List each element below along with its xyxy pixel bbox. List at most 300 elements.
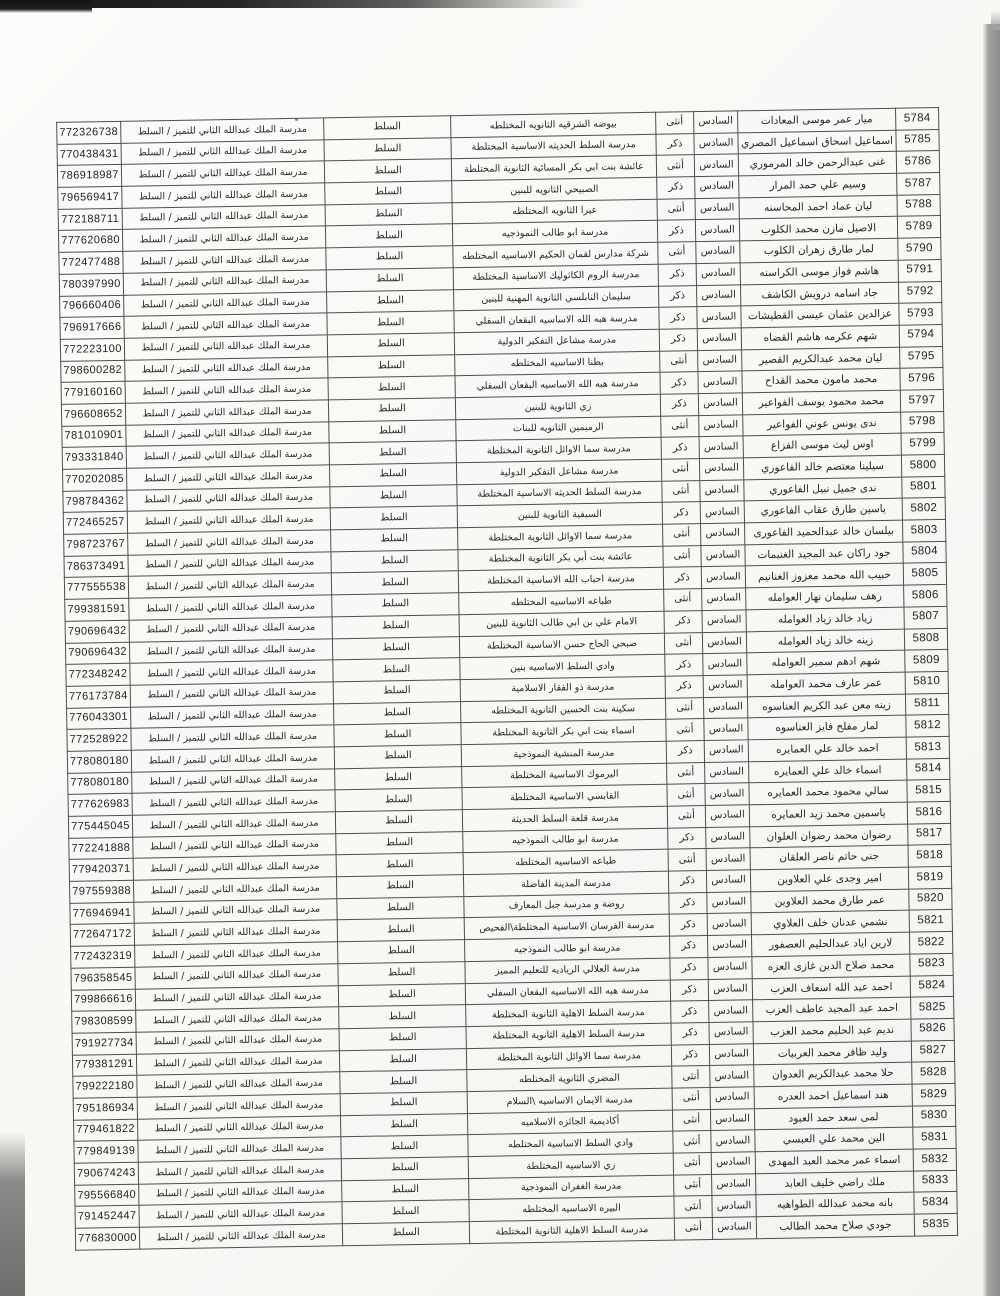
serial-cell: 5831: [913, 1127, 956, 1149]
gender-cell: أنثى: [660, 350, 698, 372]
grade-cell: السادس: [702, 588, 746, 610]
serial-cell: 5797: [900, 389, 943, 411]
student-name-cell: اوس ليث موسى الفزاع: [743, 433, 901, 457]
serial-cell: 5812: [906, 715, 949, 737]
district-cell: السلط: [340, 1092, 467, 1116]
district-cell: السلط: [324, 159, 451, 183]
current-school-cell: القابسي الاساسية المختلطة: [462, 784, 667, 809]
current-school-cell: مدرسة ابو طالب النموذجيه: [465, 936, 670, 961]
gender-cell: ذكر: [657, 220, 695, 242]
gender-cell: ذكر: [668, 827, 706, 849]
grade-cell: السادس: [702, 631, 746, 653]
student-name-cell: غنى عبدالرحمن خالد المرموري: [738, 152, 896, 176]
serial-cell: 5822: [909, 931, 952, 953]
phone-cell: 791452447: [75, 1206, 139, 1229]
gender-cell: أنثى: [665, 697, 703, 719]
current-school-cell: سليمان النابلسي الثانوية المهنية للبنين: [454, 286, 659, 311]
district-cell: السلط: [331, 571, 458, 595]
current-school-cell: مدرسة ابو طالب النموذجيه: [452, 221, 657, 246]
district-cell: السلط: [331, 528, 458, 552]
grade-cell: السادس: [703, 653, 747, 675]
gender-cell: ذكر: [659, 328, 697, 350]
district-cell: السلط: [331, 549, 458, 573]
grade-cell: السادس: [712, 1217, 756, 1239]
district-cell: السلط: [336, 831, 463, 855]
serial-cell: 5804: [903, 541, 946, 563]
serial-cell: 5815: [907, 780, 950, 802]
current-school-cell: اليرموك الاساسية المختلطة: [462, 763, 667, 788]
student-name-cell: جودي صلاح محمد الطالب: [756, 1214, 914, 1238]
student-name-cell: زينه خالد زياد العوامله: [746, 629, 904, 653]
grade-cell: السادس: [711, 1152, 755, 1174]
transfer-school-cell: مدرسة الملك عبدالله الثاني للتميز / السلط: [128, 530, 331, 555]
phone-cell: 790674243: [74, 1162, 138, 1185]
district-cell: السلط: [342, 1200, 469, 1224]
grade-cell: السادس: [710, 1087, 754, 1109]
gender-cell: أنثى: [668, 849, 706, 871]
student-name-cell: الين محمد علي العبسي: [755, 1127, 913, 1151]
serial-cell: 5814: [907, 758, 950, 780]
district-cell: السلط: [324, 137, 451, 161]
phone-cell: 796608652: [61, 403, 125, 426]
student-name-cell: لمار مفلح فايز العناسوه: [748, 715, 906, 739]
grade-cell: السادس: [704, 718, 748, 740]
district-cell: السلط: [340, 1070, 467, 1094]
serial-cell: 5830: [912, 1105, 955, 1127]
serial-cell: 5799: [901, 433, 944, 455]
district-cell: السلط: [330, 484, 457, 508]
student-name-cell: رهف سليمان نهار العوامله: [746, 585, 904, 609]
phone-cell: 777555538: [64, 577, 128, 600]
district-cell: السلط: [334, 745, 461, 769]
phone-cell: 795566840: [75, 1184, 139, 1207]
district-cell: السلط: [325, 181, 452, 205]
serial-cell: 5828: [912, 1062, 955, 1084]
current-school-cell: مدرسة سما الاوائل الثانوية المختلطة: [456, 438, 661, 463]
district-cell: السلط: [334, 701, 461, 725]
student-name-cell: رضوان محمد رضوان العلوان: [750, 824, 908, 848]
serial-cell: 5834: [914, 1192, 957, 1214]
student-name-cell: احمد خالد علي العمايره: [748, 737, 906, 761]
student-name-cell: محمد محمود يوسف الفواعير: [742, 390, 900, 414]
student-name-cell: ليان عماد احمد المحاسنه: [739, 195, 897, 219]
serial-cell: 5803: [902, 519, 945, 541]
current-school-cell: بطنا الاساسيه المختلطه: [455, 351, 660, 376]
serial-cell: 5818: [908, 845, 951, 867]
student-name-cell: بيلسان خالد عبدالحميد الفاعورى: [745, 520, 903, 544]
district-cell: السلط: [333, 680, 460, 704]
district-cell: السلط: [338, 940, 465, 964]
transfer-school-cell: مدرسة الملك عبدالله الثاني للتميز / السلط: [129, 595, 332, 620]
student-name-cell: احمد عبد المجيد عاطف العزب: [753, 997, 911, 1021]
serial-cell: 5807: [904, 606, 947, 628]
district-cell: السلط: [341, 1157, 468, 1181]
phone-cell: 796660406: [60, 295, 124, 318]
grade-cell: السادس: [698, 349, 742, 371]
gender-cell: ذكر: [668, 871, 706, 893]
current-school-cell: زي الاساسيه المختلطة: [468, 1153, 673, 1178]
district-cell: السلط: [327, 333, 454, 357]
district-cell: السلط: [338, 961, 465, 985]
gender-cell: ذكر: [669, 892, 707, 914]
phone-cell: 781010901: [62, 425, 126, 448]
current-school-cell: مدرسة هبه الله الاساسيه البقعان السفلي: [455, 372, 660, 397]
gender-cell: ذكر: [670, 979, 708, 1001]
gender-cell: أنثى: [674, 1196, 712, 1218]
student-name-cell: بانه محمد عبدالله الطواهيه: [756, 1192, 914, 1216]
grade-cell: السادس: [700, 480, 744, 502]
current-school-cell: الرميمين الثانويه للبنات: [456, 416, 661, 441]
phone-cell: 772528922: [67, 729, 131, 752]
gender-cell: ذكر: [666, 740, 704, 762]
grade-cell: السادس: [699, 414, 743, 436]
student-roster-table: [56, 107, 957, 1251]
transfer-school-cell: مدرسة الملك عبدالله الثاني للتميز / السلط: [125, 356, 328, 381]
student-name-cell: ياسمين محمد زيد العمايره: [749, 802, 907, 826]
phone-cell: 772465257: [63, 512, 127, 535]
student-name-cell: حلا محمد عبدالكريم العدوان: [754, 1062, 912, 1086]
gender-cell: ذكر: [660, 394, 698, 416]
serial-cell: 5791: [898, 259, 941, 281]
current-school-cell: زي الثانوية للبنين: [455, 394, 660, 419]
phone-cell: 791927734: [72, 1032, 136, 1055]
student-name-cell: وسيم علي حمد المرار: [739, 173, 897, 197]
grade-cell: السادس: [699, 436, 743, 458]
transfer-school-cell: مدرسة الملك عبدالله الثاني للتميز / السلط: [125, 378, 328, 403]
transfer-school-cell: مدرسة الملك عبدالله الثاني للتميز / السلط: [135, 964, 338, 989]
current-school-cell: مدرسة هبه الله الاساسيه البقعان السفلي: [454, 307, 659, 332]
gender-cell: أنثى: [661, 459, 699, 481]
transfer-school-cell: مدرسة الملك عبدالله الثاني للتميز / السلط: [125, 400, 328, 425]
serial-cell: 5805: [903, 563, 946, 585]
gender-cell: أنثى: [657, 198, 695, 220]
transfer-school-cell: مدرسة الملك عبدالله الثاني للتميز / السلط: [139, 1202, 342, 1227]
district-cell: السلط: [327, 289, 454, 313]
serial-cell: 5793: [899, 303, 942, 325]
gender-cell: أنثى: [662, 480, 700, 502]
grade-cell: السادس: [710, 1108, 754, 1130]
transfer-school-cell: مدرسة الملك عبدالله الثاني للتميز / السلط: [135, 942, 338, 967]
serial-cell: 5835: [914, 1213, 957, 1235]
serial-cell: 5819: [908, 866, 951, 888]
district-cell: السلط: [332, 593, 459, 617]
transfer-school-cell: مدرسة الملك عبدالله الثاني للتميز / السلط: [121, 118, 324, 143]
current-school-cell: وادي السلط الاساسية المختلطه: [468, 1131, 673, 1156]
student-name-cell: ندى يونس عوني الفواعير: [743, 412, 901, 436]
student-name-cell: وليد ظافر محمد العربيات: [753, 1041, 911, 1065]
transfer-school-cell: مدرسة الملك عبدالله الثاني للتميز / السلط: [139, 1224, 342, 1249]
phone-cell: 776173784: [66, 685, 130, 708]
current-school-cell: مدرسة الايمان الاساسيه \السلام: [467, 1088, 672, 1113]
gender-cell: أنثى: [661, 415, 699, 437]
gender-cell: ذكر: [657, 177, 695, 199]
student-name-cell: لارين اياد عبدالحليم العصفور: [751, 932, 909, 956]
phone-cell: 799222180: [73, 1075, 137, 1098]
phone-cell: 793331840: [62, 447, 126, 470]
phone-cell: 795186934: [73, 1097, 137, 1120]
transfer-school-cell: مدرسة الملك عبدالله الثاني للتميز / السلط: [122, 205, 325, 230]
current-school-cell: عائشة بنت ابي بكر المسائية الثانوية المختلطة: [451, 156, 656, 181]
current-school-cell: مدرسة الغفران النموذجية: [469, 1175, 674, 1200]
current-school-cell: أكاديمية الجائزه الاسلاميه: [467, 1110, 672, 1135]
grade-cell: السادس: [712, 1195, 756, 1217]
student-name-cell: هند اسماعيل احمد العدره: [754, 1084, 912, 1108]
phone-cell: 772188711: [58, 208, 122, 231]
gender-cell: ذكر: [670, 936, 708, 958]
phone-cell: 772326738: [57, 121, 121, 144]
phone-cell: 770438431: [57, 143, 121, 166]
current-school-cell: صبحي الحاج حسن الاساسية المختلطة: [459, 633, 664, 658]
grade-cell: السادس: [698, 393, 742, 415]
transfer-school-cell: مدرسة الملك عبدالله الثاني للتميز / السلط: [131, 703, 334, 728]
serial-cell: 5817: [908, 823, 951, 845]
current-school-cell: مدرسة السلط الاهلية الثانوية المختلطة: [466, 1023, 671, 1048]
transfer-school-cell: مدرسة الملك عبدالله الثاني للتميز / السلط: [134, 899, 337, 924]
serial-cell: 5788: [897, 194, 940, 216]
serial-cell: 5806: [904, 585, 947, 607]
grade-cell: السادس: [694, 154, 738, 176]
grade-cell: السادس: [697, 306, 741, 328]
serial-cell: 5816: [907, 801, 950, 823]
serial-cell: 5798: [901, 411, 944, 433]
grade-cell: السادس: [707, 892, 751, 914]
grade-cell: السادس: [705, 805, 749, 827]
gender-cell: ذكر: [660, 372, 698, 394]
transfer-school-cell: مدرسة الملك عبدالله الثاني للتميز / السلط: [124, 335, 327, 360]
phone-cell: 799381591: [65, 598, 129, 621]
phone-cell: 778080180: [67, 750, 131, 773]
student-name-cell: عزالدين عثمان عيسى القطيشات: [741, 303, 899, 327]
phone-cell: 778080180: [68, 772, 132, 795]
current-school-cell: اسماء بنت ابي بكر الثانوية المختلطة: [461, 719, 666, 744]
phone-cell: 775445045: [68, 815, 132, 838]
phone-cell: 780397990: [59, 273, 123, 296]
scan-edge-top-corner: [0, 0, 92, 13]
transfer-school-cell: مدرسة الملك عبدالله الثاني للتميز / السلط: [130, 660, 333, 685]
serial-cell: 5811: [905, 693, 948, 715]
gender-cell: ذكر: [656, 133, 694, 155]
serial-cell: 5821: [909, 910, 952, 932]
transfer-school-cell: مدرسة الملك عبدالله الثاني للتميز / السلط: [122, 226, 325, 251]
district-cell: السلط: [339, 1005, 466, 1029]
district-cell: السلط: [333, 658, 460, 682]
current-school-cell: مدرسة الروم الكاثوليك الاساسية المختلطة: [453, 264, 658, 289]
student-table-body: [57, 107, 958, 1250]
transfer-school-cell: مدرسة الملك عبدالله الثاني للتميز / السلط: [123, 248, 326, 273]
student-name-cell: لمار طارق زهران الكلوب: [740, 238, 898, 262]
current-school-cell: طباعه الاساسيه المختلطه: [463, 850, 668, 875]
serial-cell: 5825: [911, 997, 954, 1019]
transfer-school-cell: مدرسة الملك عبدالله الثاني للتميز / السلط: [133, 833, 336, 858]
district-cell: السلط: [336, 853, 463, 877]
grade-cell: السادس: [695, 219, 739, 241]
student-name-cell: جنى حاتم ناصر العلقان: [750, 845, 908, 869]
gender-cell: ذكر: [659, 307, 697, 329]
phone-cell: 796358545: [71, 967, 135, 990]
transfer-school-cell: مدرسة الملك عبدالله الثاني للتميز / السلط: [136, 1007, 339, 1032]
district-cell: السلط: [330, 506, 457, 530]
transfer-school-cell: مدرسة الملك عبدالله الثاني للتميز / السلط: [126, 443, 329, 468]
district-cell: السلط: [332, 614, 459, 638]
phone-cell: 776946941: [70, 902, 134, 925]
student-name-cell: احمد عبد الله اسعاف العزب: [752, 976, 910, 1000]
student-name-cell: جاد اسامه درويش الكاشف: [740, 282, 898, 306]
current-school-cell: الصبيحي الثانويه للبنين: [452, 177, 657, 202]
gender-cell: ذكر: [665, 675, 703, 697]
grade-cell: السادس: [699, 458, 743, 480]
gender-cell: ذكر: [670, 957, 708, 979]
grade-cell: السادس: [711, 1130, 755, 1152]
current-school-cell: مدرسة مشاعل التفكير الدولية: [456, 459, 661, 484]
district-cell: السلط: [341, 1135, 468, 1159]
district-cell: السلط: [342, 1222, 469, 1246]
transfer-school-cell: مدرسة الملك عبدالله الثاني للتميز / السلط: [128, 573, 331, 598]
student-name-cell: محمد مامون محمد القداح: [742, 368, 900, 392]
grade-cell: السادس: [703, 696, 747, 718]
current-school-cell: مدرسة السلط الحديثه الاساسية المختلطة: [457, 481, 662, 506]
grade-cell: السادس: [706, 826, 750, 848]
district-cell: السلط: [334, 723, 461, 747]
current-school-cell: وادي السلط الاساسيه بنين: [460, 654, 665, 679]
scan-edge-bottom-left: [0, 1132, 25, 1296]
serial-cell: 5833: [914, 1170, 957, 1192]
gender-cell: أنثى: [663, 524, 701, 546]
grade-cell: السادس: [710, 1065, 754, 1087]
phone-cell: 796569417: [58, 186, 122, 209]
district-cell: السلط: [342, 1178, 469, 1202]
grade-cell: السادس: [697, 328, 741, 350]
grade-cell: السادس: [702, 610, 746, 632]
phone-cell: 779420371: [69, 859, 133, 882]
gender-cell: ذكر: [671, 1022, 709, 1044]
transfer-school-cell: مدرسة الملك عبدالله الثاني للتميز / السلط: [128, 552, 331, 577]
grade-cell: السادس: [694, 133, 738, 155]
phone-cell: 777626983: [68, 794, 132, 817]
student-name-cell: زينه معن عبد الكريم العناسوه: [747, 694, 905, 718]
district-cell: السلط: [339, 1026, 466, 1050]
grade-cell: السادس: [698, 371, 742, 393]
district-cell: السلط: [336, 875, 463, 899]
scan-edge-right-taper: [991, 10, 1000, 30]
district-cell: السلط: [327, 311, 454, 335]
transfer-school-cell: مدرسة الملك عبدالله الثاني للتميز / السلط: [131, 725, 334, 750]
grade-cell: السادس: [696, 284, 740, 306]
grade-cell: السادس: [695, 198, 739, 220]
gender-cell: ذكر: [671, 1001, 709, 1023]
phone-cell: 772223100: [60, 338, 124, 361]
phone-cell: 772647172: [70, 924, 134, 947]
phone-cell: 772348242: [66, 663, 130, 686]
district-cell: السلط: [332, 636, 459, 660]
current-school-cell: طباعه الاساسيه المختلطه: [459, 589, 664, 614]
gender-cell: أنثى: [658, 242, 696, 264]
grade-cell: السادس: [705, 761, 749, 783]
serial-cell: 5829: [912, 1083, 955, 1105]
gender-cell: أنثى: [666, 719, 704, 741]
transfer-school-cell: مدرسة الملك عبدالله الثاني للتميز / السلط: [131, 747, 334, 772]
grade-cell: السادس: [701, 566, 745, 588]
grade-cell: السادس: [705, 783, 749, 805]
serial-cell: 5827: [911, 1040, 954, 1062]
gender-cell: أنثى: [672, 1109, 710, 1131]
student-name-cell: ياسين طارق عقاب الفاعوري: [744, 499, 902, 523]
serial-cell: 5785: [896, 129, 939, 151]
district-cell: السلط: [328, 398, 455, 422]
student-name-cell: الاصيل مازن محمد الكلوب: [739, 217, 897, 241]
transfer-school-cell: مدرسة الملك عبدالله الثاني للتميز / السلط: [133, 855, 336, 880]
grade-cell: السادس: [706, 848, 750, 870]
district-cell: السلط: [326, 268, 453, 292]
district-cell: السلط: [339, 1048, 466, 1072]
serial-cell: 5813: [906, 736, 949, 758]
grade-cell: السادس: [703, 675, 747, 697]
phone-cell: 786373491: [64, 555, 128, 578]
grade-cell: السادس: [696, 263, 740, 285]
grade-cell: السادس: [708, 978, 752, 1000]
serial-cell: 5802: [902, 498, 945, 520]
transfer-school-cell: مدرسة الملك عبدالله الثاني للتميز / السلط: [138, 1137, 341, 1162]
phone-cell: 776830000: [75, 1227, 139, 1250]
current-school-cell: البيره الاساسيه المختلطه: [469, 1197, 674, 1222]
transfer-school-cell: مدرسة الملك عبدالله الثاني للتميز / السلط: [126, 465, 329, 490]
phone-cell: 790696432: [65, 620, 129, 643]
student-name-cell: اسماعيل اسحاق اسماعيل المصري: [738, 130, 896, 154]
district-cell: السلط: [328, 376, 455, 400]
student-name-cell: لمى سعد حمد العبود: [754, 1106, 912, 1130]
transfer-school-cell: مدرسة الملك عبدالله الثاني للتميز / السلط: [124, 313, 327, 338]
student-name-cell: عمر عارف محمد العوامله: [747, 672, 905, 696]
transfer-school-cell: مدرسة الملك عبدالله الثاني للتميز / السلط: [138, 1159, 341, 1184]
current-school-cell: روضة و مدرسة جبل المعارف: [464, 893, 669, 918]
current-school-cell: مدرسة السلط الحديثه الاساسية المختلطة: [451, 134, 656, 159]
transfer-school-cell: مدرسة الملك عبدالله الثاني للتميز / السلط: [130, 682, 333, 707]
district-cell: السلط: [335, 788, 462, 812]
transfer-school-cell: مدرسة الملك عبدالله الثاني للتميز / السلط: [121, 161, 324, 186]
district-cell: السلط: [325, 224, 452, 248]
current-school-cell: مدرسة احباب الله الاساسية المختلطة: [458, 568, 663, 593]
current-school-cell: مدرسة ابو طالب النموذجيه: [463, 828, 668, 853]
scan-edge-right: [983, 24, 1000, 1296]
transfer-school-cell: مدرسة الملك عبدالله الثاني للتميز / السلط: [123, 270, 326, 295]
gender-cell: أنثى: [667, 806, 705, 828]
gender-cell: ذكر: [664, 610, 702, 632]
phone-cell: 798784362: [63, 490, 127, 513]
district-cell: السلط: [325, 202, 452, 226]
grade-cell: السادس: [712, 1173, 756, 1195]
transfer-school-cell: مدرسة الملك عبدالله الثاني للتميز / السلط: [127, 508, 330, 533]
student-name-cell: سالي محمود محمد العمايره: [749, 780, 907, 804]
grade-cell: السادس: [700, 501, 744, 523]
phone-cell: 796917666: [60, 316, 124, 339]
current-school-cell: عائشة بنت أبي بكر الثانوية المختلطة: [458, 546, 663, 571]
serial-cell: 5832: [913, 1148, 956, 1170]
student-name-cell: ندى جميل نبيل الفاعوري: [744, 477, 902, 501]
gender-cell: ذكر: [663, 567, 701, 589]
current-school-cell: مدرسة ذو الفقار الاسلامية: [460, 676, 665, 701]
current-school-cell: مدرسة الفرسان الاساسية المختلطة\الفحيص: [464, 915, 669, 940]
phone-cell: 798308599: [72, 1010, 136, 1033]
phone-cell: 772432319: [71, 945, 135, 968]
student-name-cell: جود راكان عبد المجيد الغنيمات: [745, 542, 903, 566]
serial-cell: 5784: [896, 107, 939, 129]
transfer-school-cell: مدرسة الملك عبدالله الثاني للتميز / السلط: [127, 487, 330, 512]
current-school-cell: مدرسة قلعة السلط الحديثة: [462, 806, 667, 831]
student-name-cell: هاشم فواز موسى الكراسنه: [740, 260, 898, 284]
phone-cell: 772477488: [59, 251, 123, 274]
grade-cell: السادس: [696, 241, 740, 263]
serial-cell: 5795: [900, 346, 943, 368]
district-cell: السلط: [338, 983, 465, 1007]
